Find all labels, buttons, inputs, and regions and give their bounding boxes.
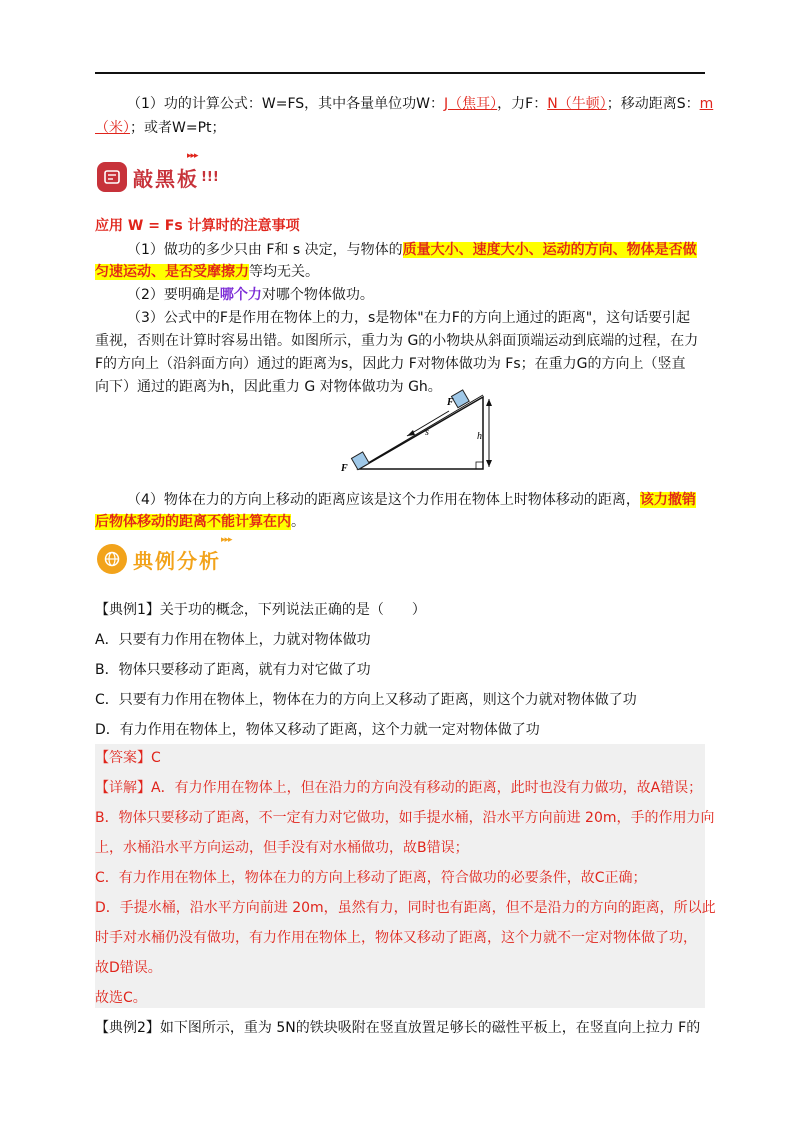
formula-text: （1）功的计算公式：W=FS，其中各量单位功W： xyxy=(127,96,445,112)
example1-option-d: D．有力作用在物体上，物体又移动了距离，这个力就一定对物体做了功 xyxy=(95,722,540,738)
note-1-line-2 xyxy=(95,262,705,282)
note-text: （2）要明确是 xyxy=(127,287,220,303)
example1-option-a: A．只要有力作用在物体上，力就对物体做功 xyxy=(95,632,371,648)
example1-detail-4: C．有力作用在物体上，物体在力的方向上移动了距离，符合做功的必要条件，故C正确； xyxy=(95,870,647,886)
note-highlight: 匀速运动、是否受摩擦力 xyxy=(95,264,249,280)
note-3-line-4: 向下）通过的距离为h，因此重力 G 对物体做功为 Gh。 xyxy=(95,379,442,395)
label-F-top: F xyxy=(447,397,454,408)
top-rule xyxy=(95,72,705,74)
formula-text: ，力F： xyxy=(497,96,548,112)
badge-title: 典例分析 xyxy=(133,548,221,573)
formula-line-1 xyxy=(95,94,714,114)
distance-unit: m xyxy=(699,96,714,112)
note-key: 哪个力 xyxy=(219,287,262,303)
badge-exclaim: !!! xyxy=(201,169,219,185)
badge-knock-blackboard xyxy=(97,160,219,194)
example1-detail-3: 上，水桶沿水平方向运动，但手没有对水桶做功，故B错误； xyxy=(95,840,469,856)
note-3-line-1: （3）公式中的F是作用在物体上的力，s是物体"在力F的方向上通过的距离"，这句话要引起 xyxy=(127,310,691,326)
formula-text: ；或者W=Pt； xyxy=(130,120,226,136)
badge-arrows-icon: ▸▸▸ xyxy=(187,151,198,161)
example1-option-c: C．只要有力作用在物体上，物体在力的方向上又移动了距离，则这个力就对物体做了功 xyxy=(95,692,637,708)
note-3-line-2: 重视，否则在计算时容易出错。如图所示，重力为 G的小物块从斜面顶端运动到底端的过程，在力 xyxy=(95,333,699,349)
example1-answer: 【答案】C xyxy=(95,750,161,766)
badge-arrows-icon: ▸▸▸ xyxy=(221,535,232,545)
badge-title: 敲黑板 xyxy=(133,166,199,191)
note-4-line-2 xyxy=(95,512,705,532)
label-h: h xyxy=(477,431,482,442)
example1-detail-1: 【详解】A．有力作用在物体上，但在沿力的方向没有移动的距离，此时也没有力做功，故A错误； xyxy=(95,780,703,796)
example1-detail-2: B．物体只要移动了距离，不一定有力对它做功，如手提水桶，沿水平方向前进 20m，手的作用力向 xyxy=(95,810,715,826)
note-text: 。 xyxy=(291,514,305,530)
formula-text: ；移动距离S： xyxy=(606,96,700,112)
note-text: 等均无关。 xyxy=(249,264,319,280)
force-unit: N（牛顿） xyxy=(547,96,607,112)
note-text: 对哪个物体做功。 xyxy=(261,287,374,303)
note-3-line-3: F的方向上（沿斜面方向）通过的距离为s，因此力 F对物体做功为 Fs；在重力G的方向上（竖直 xyxy=(95,356,686,372)
note-2 xyxy=(95,285,705,305)
label-s: s xyxy=(425,427,429,438)
badge-example-analysis xyxy=(97,542,221,576)
example1-question: 【典例1】关于功的概念，下列说法正确的是（ ） xyxy=(95,602,426,618)
note-highlight: 后物体移动的距离不能计算在内 xyxy=(95,514,291,530)
incline-figure xyxy=(337,385,495,480)
note-4-line-1 xyxy=(95,490,705,510)
note-text: （1）做功的多少只由 F和 s 决定，与物体的 xyxy=(127,242,403,258)
example1-detail-6: 时手对水桶仍没有做功，有力作用在物体上，物体又移动了距离，这个力就不一定对物体做了功， xyxy=(95,930,697,946)
label-F-bottom: F xyxy=(341,463,348,474)
work-unit: J（焦耳） xyxy=(444,96,498,112)
example1-option-b: B．物体只要移动了距离，就有力对它做了功 xyxy=(95,662,371,678)
note-highlight: 质量大小、速度大小、运动的方向、物体是否做 xyxy=(402,242,697,258)
note-text: （4）物体在力的方向上移动的距离应该是这个力作用在物体上时物体移动的距离， xyxy=(127,492,640,508)
formula-line-2 xyxy=(95,118,705,138)
globe-icon xyxy=(97,544,127,574)
example1-detail-7: 故D错误。 xyxy=(95,960,162,976)
example1-detail-5: D．手提水桶，沿水平方向前进 20m，虽然有力，同时也有距离，但不是沿力的方向的距离，所以此 xyxy=(95,900,716,916)
note-highlight: 该力撤销 xyxy=(639,492,696,508)
example1-detail-8: 故选C。 xyxy=(95,990,147,1006)
notes-heading: 应用 W = Fs 计算时的注意事项 xyxy=(95,218,300,234)
note-1-line-1 xyxy=(95,240,705,260)
distance-unit-name: （米） xyxy=(95,120,130,136)
example2-intro: 【典例2】如下图所示，重为 5N的铁块吸附在竖直放置足够长的磁性平板上，在竖直向上拉力 F的 xyxy=(95,1020,701,1036)
blackboard-icon xyxy=(97,162,127,192)
